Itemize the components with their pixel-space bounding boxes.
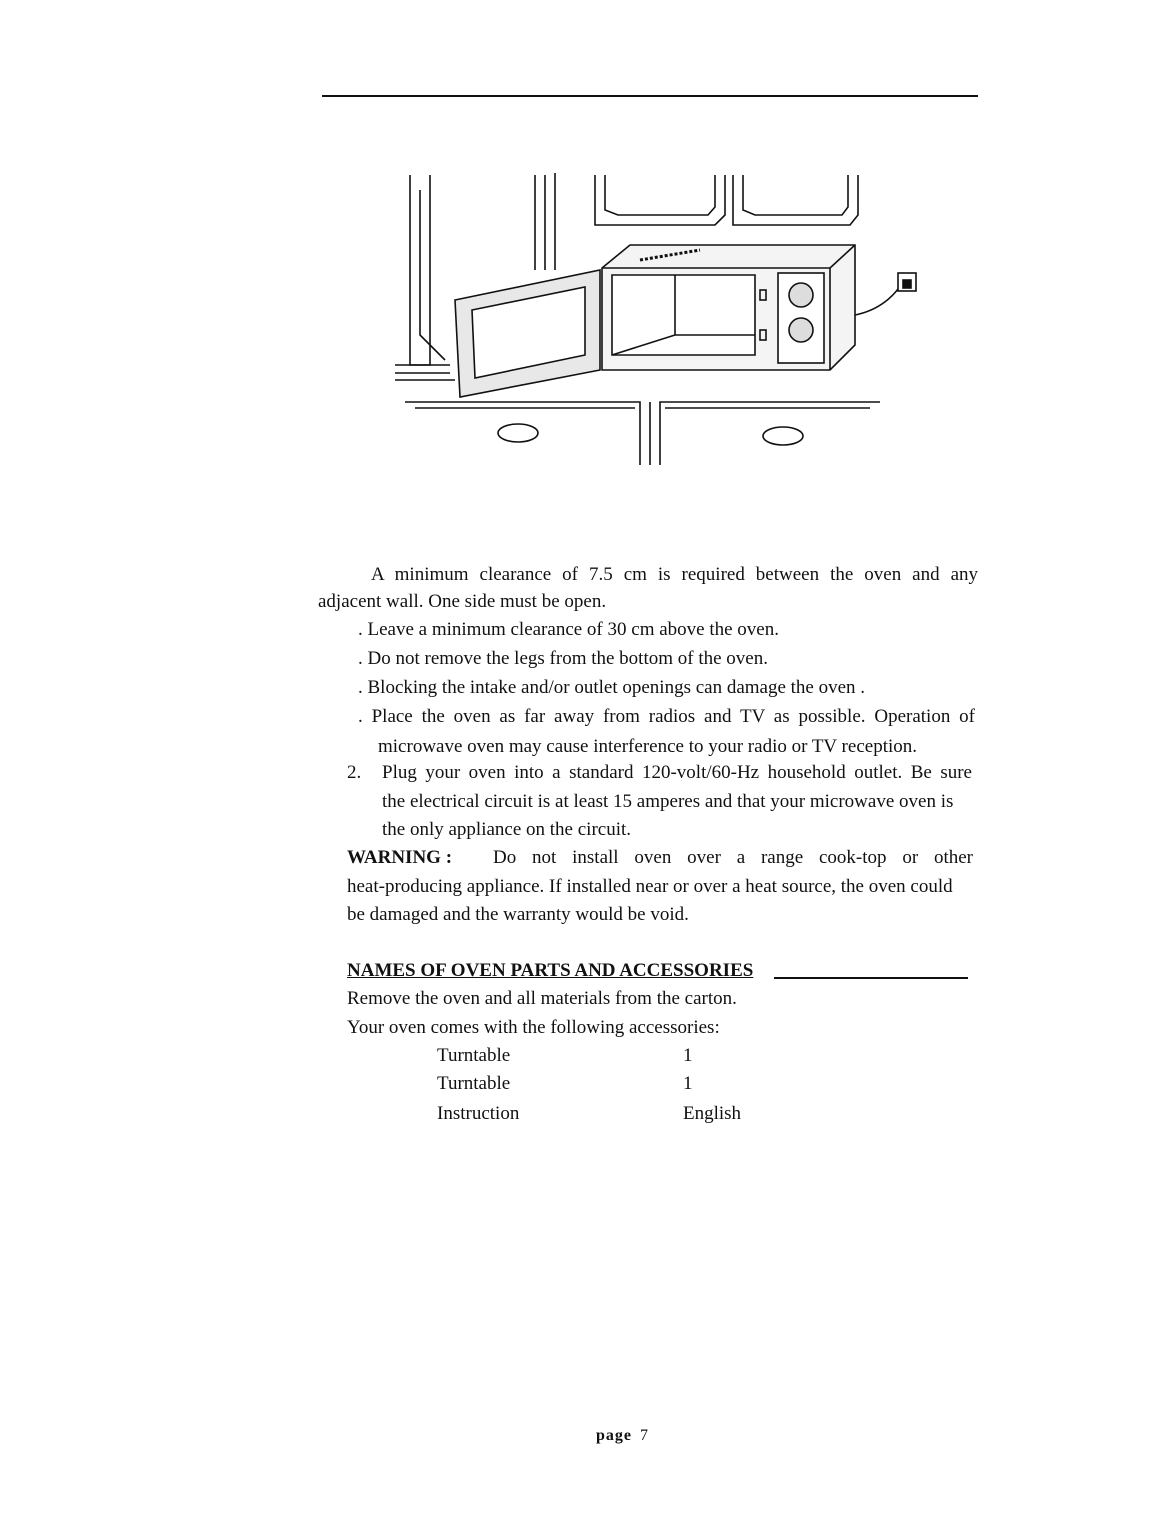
accessory-name: Turntable <box>437 1073 511 1094</box>
section-heading: NAMES OF OVEN PARTS AND ACCESSORIES <box>347 960 754 981</box>
item-2-line-3: the only appliance on the circuit. <box>382 819 632 840</box>
warning-line-3: be damaged and the warranty would be void. <box>347 904 689 925</box>
accessory-qty: English <box>683 1103 742 1124</box>
parts-line-2: Your oven comes with the following accessories: <box>347 1017 720 1038</box>
oven-cavity <box>612 275 755 355</box>
accessory-qty: 1 <box>683 1045 693 1066</box>
power-knob <box>789 318 813 342</box>
bullet-2: . Do not remove the legs from the bottom of the oven. <box>358 648 768 669</box>
page-label: page <box>596 1427 632 1444</box>
header-rule <box>322 95 978 97</box>
bullet-4: . Place the oven as far away from radios and TV as possible. Operation of <box>358 706 975 727</box>
bullet-1: . Leave a minimum clearance of 30 cm above the oven. <box>358 619 779 640</box>
upper-cabinet-2 <box>733 175 858 225</box>
intro-line-1: A minimum clearance of 7.5 cm is required between the oven and any <box>371 564 978 585</box>
item-2-line-1: Plug your oven into a standard 120-volt/60-Hz household outlet. Be sure <box>382 762 972 783</box>
counter-edge <box>405 402 880 465</box>
accessory-qty: 1 <box>683 1073 693 1094</box>
bullet-4-continued: microwave oven may cause interference to your radio or TV reception. <box>378 736 917 757</box>
parts-line-1: Remove the oven and all materials from the carton. <box>347 988 737 1009</box>
page-number: 7 <box>640 1427 649 1444</box>
intro-line-2: adjacent wall. One side must be open. <box>318 591 607 612</box>
warning-label: WARNING : <box>347 847 453 868</box>
heading-underline-extension <box>774 977 968 979</box>
drawer-handle-right <box>763 427 803 445</box>
page-footer <box>596 1427 649 1445</box>
accessory-name: Instruction <box>437 1103 520 1124</box>
oven-installation-illustration <box>390 165 930 480</box>
warning-line-1: Do not install oven over a range cook-top or other <box>493 847 973 868</box>
timer-knob <box>789 283 813 307</box>
power-cord <box>855 283 902 315</box>
drawer-handle-left <box>498 424 538 442</box>
accessory-name: Turntable <box>437 1045 511 1066</box>
upper-cabinet-1 <box>595 175 725 225</box>
item-2-line-2: the electrical circuit is at least 15 amperes and that your microwave oven is <box>382 791 954 812</box>
bullet-3: . Blocking the intake and/or outlet openings can damage the oven . <box>358 677 866 698</box>
item-2-number: 2. <box>347 762 362 783</box>
warning-line-2: heat-producing appliance. If installed near or over a heat source, the oven could <box>347 876 953 897</box>
